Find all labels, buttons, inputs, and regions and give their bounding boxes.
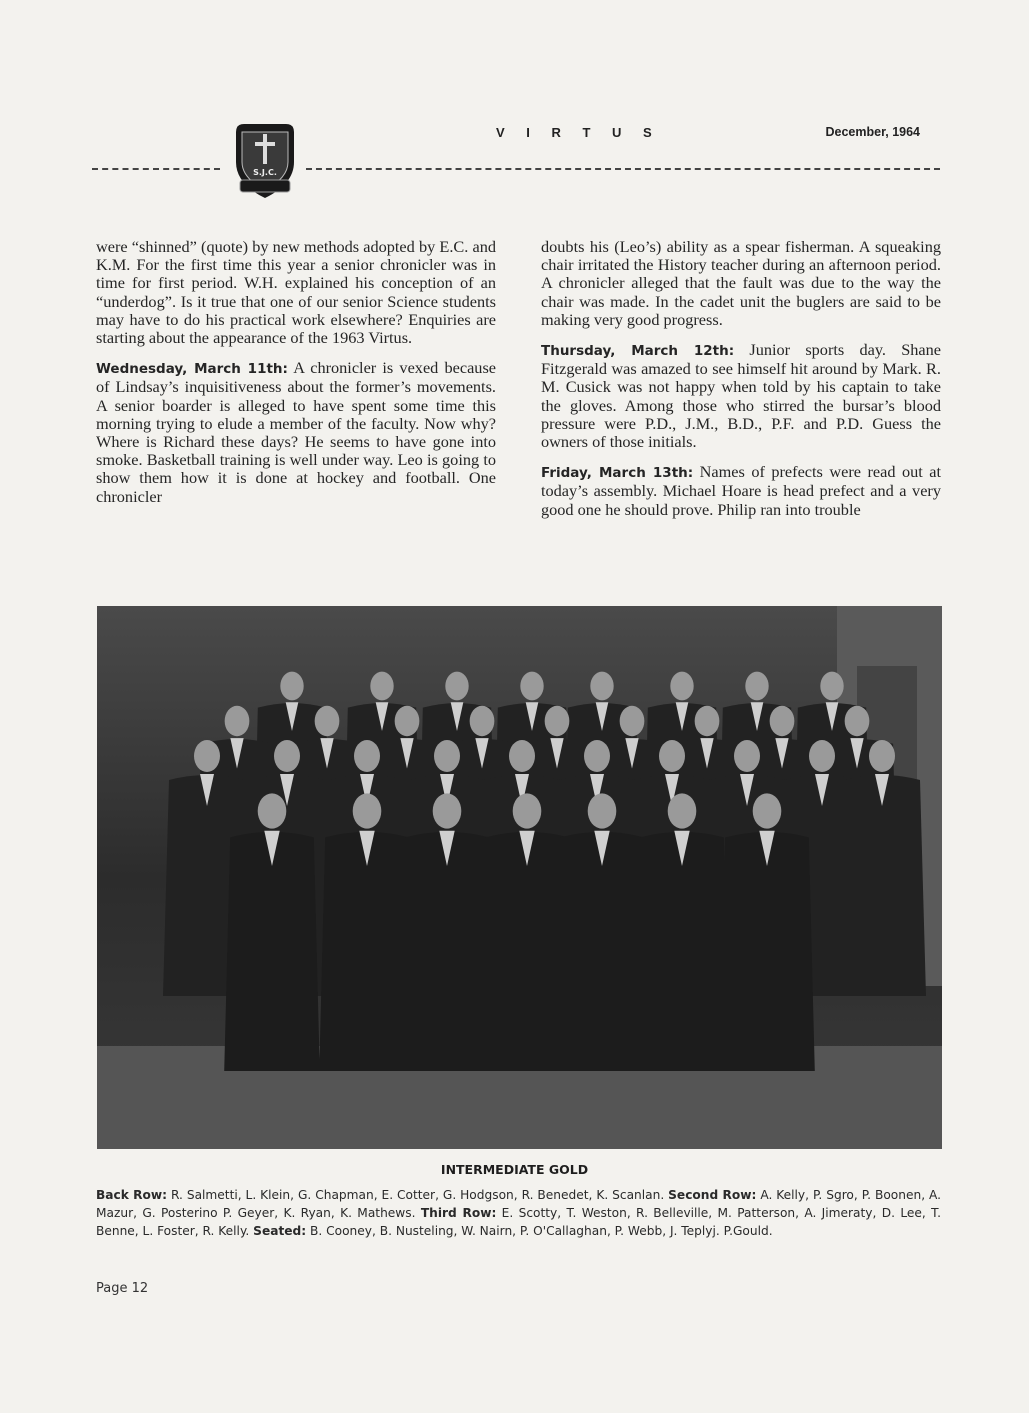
issue-date: December, 1964: [825, 125, 920, 139]
caption-second-row-label: Second Row:: [668, 1188, 757, 1202]
group-photo: [97, 606, 942, 1149]
student-face: [225, 706, 250, 736]
student-face: [734, 740, 760, 772]
photo-caption: [96, 1186, 941, 1240]
caption-back-row: R. Salmetti, L. Klein, G. Chapman, E. Cotter, G. Hodgson, R. Benedet, K. Scanlan.: [167, 1188, 669, 1202]
student-face: [770, 706, 795, 736]
student-face: [845, 706, 870, 736]
left-paragraph-2: [96, 359, 496, 506]
student-face: [753, 793, 782, 828]
student-face: [434, 740, 460, 772]
left-paragraph-1: were “shinned” (quote) by new methods adopted by E.C. and K.M. For the first time this year a senior chronicler was in time for first period. W.H. explained his conception of an “underdog”. Is it true that one of our senior Science students may have to do his practical work elsewhere? Enquiries are starting about the appearance of the 1963 Virtus.: [96, 237, 496, 348]
caption-seated: B. Cooney, B. Nusteling, W. Nairn, P. O'Callaghan, P. Webb, J. Teplyj. P.Gould.: [306, 1224, 773, 1238]
photo-caption-title: INTERMEDIATE GOLD: [440, 1162, 589, 1177]
masthead-rule-right: [306, 168, 940, 170]
right-column: [541, 238, 941, 531]
caption-back-row-label: Back Row:: [96, 1188, 168, 1202]
entry-date-thursday: Thursday, March 12th:: [541, 343, 735, 360]
student-face: [395, 706, 420, 736]
school-crest-icon: [230, 118, 300, 202]
student-face: [620, 706, 645, 736]
page-number: Page 12: [96, 1281, 149, 1296]
student-face: [194, 740, 220, 772]
student-silhouette: [719, 832, 815, 1071]
crest-lettering: S.J.C.: [253, 168, 277, 177]
caption-second-row: A. Kelly, P. Sgro, P. Boonen, A. Mazur, G. Posterino P. Geyer, K. Ryan, K. Mathews.: [96, 1188, 941, 1220]
student-face: [588, 793, 617, 828]
caption-third-row: E. Scotty, T. Weston, R. Belleville, M. Patterson, A. Jimeraty, D. Lee, T. Benne, L. Foster, R. Kelly.: [96, 1206, 941, 1238]
student-face: [433, 793, 462, 828]
student-face: [353, 793, 382, 828]
student-face: [520, 672, 543, 701]
student-face: [513, 793, 542, 828]
student-face: [280, 672, 303, 701]
student-face: [545, 706, 570, 736]
student-face: [670, 672, 693, 701]
student-face: [274, 740, 300, 772]
caption-third-row-label: Third Row:: [420, 1206, 497, 1220]
student-silhouette: [838, 775, 926, 996]
student-face: [509, 740, 535, 772]
student-face: [445, 672, 468, 701]
right-paragraph-3: [541, 463, 941, 519]
student-face: [315, 706, 340, 736]
student-face: [370, 672, 393, 701]
entry-date-friday: Friday, March 13th:: [541, 465, 694, 482]
right-paragraph-2: [541, 341, 941, 451]
student-face: [354, 740, 380, 772]
student-face: [258, 793, 287, 828]
student-face: [869, 740, 895, 772]
student-face: [659, 740, 685, 772]
entry-text-wednesday: A chronicler is vexed because of Lindsay’s inquisitiveness about the former’s movements. A senior boarder is alleged to have spent some time this morning trying to elude a member of the faculty. Now why? Where is Richard these days? He seems to have gone into smoke. Basketball training is well under way. Leo is going to show them how it is done at hockey and football. One chronicler: [96, 358, 496, 506]
caption-seated-label: Seated:: [253, 1224, 307, 1238]
student-face: [695, 706, 720, 736]
entry-text-friday: Names of prefects were read out at today’s assembly. Michael Hoare is head prefect and a very good one he should prove. Philip ran into trouble: [541, 462, 941, 519]
student-silhouette: [224, 832, 320, 1071]
student-face: [809, 740, 835, 772]
student-face: [820, 672, 843, 701]
student-face: [590, 672, 613, 701]
entry-text-thursday: Junior sports day. Shane Fitzgerald was amazed to see himself hit around by Mark. R. M. Cusick was not happy when told by his captain to take the gloves. Among those who stirred the bursar’s blood pressure were P.D., J.M., B.D., P.F. and P.D. Guess the owners of those initials.: [541, 340, 941, 452]
group-photo-image: [97, 606, 942, 1149]
student-face: [668, 793, 697, 828]
entry-date-wednesday: Wednesday, March 11th:: [96, 361, 288, 378]
masthead-rule-left: [92, 168, 220, 170]
student-face: [470, 706, 495, 736]
left-column: [96, 238, 496, 518]
student-silhouette: [634, 832, 730, 1071]
magazine-title: V I R T U S: [496, 125, 661, 140]
masthead: [92, 112, 940, 202]
student-face: [584, 740, 610, 772]
right-paragraph-1: doubts his (Leo’s) ability as a spear fisherman. A squeaking chair irritated the History teacher during an afternoon period. A chronicler alleged that the fault was due to the way the chair was made. In the cadet unit the buglers are said to be making very good progress.: [541, 237, 941, 329]
student-face: [745, 672, 768, 701]
